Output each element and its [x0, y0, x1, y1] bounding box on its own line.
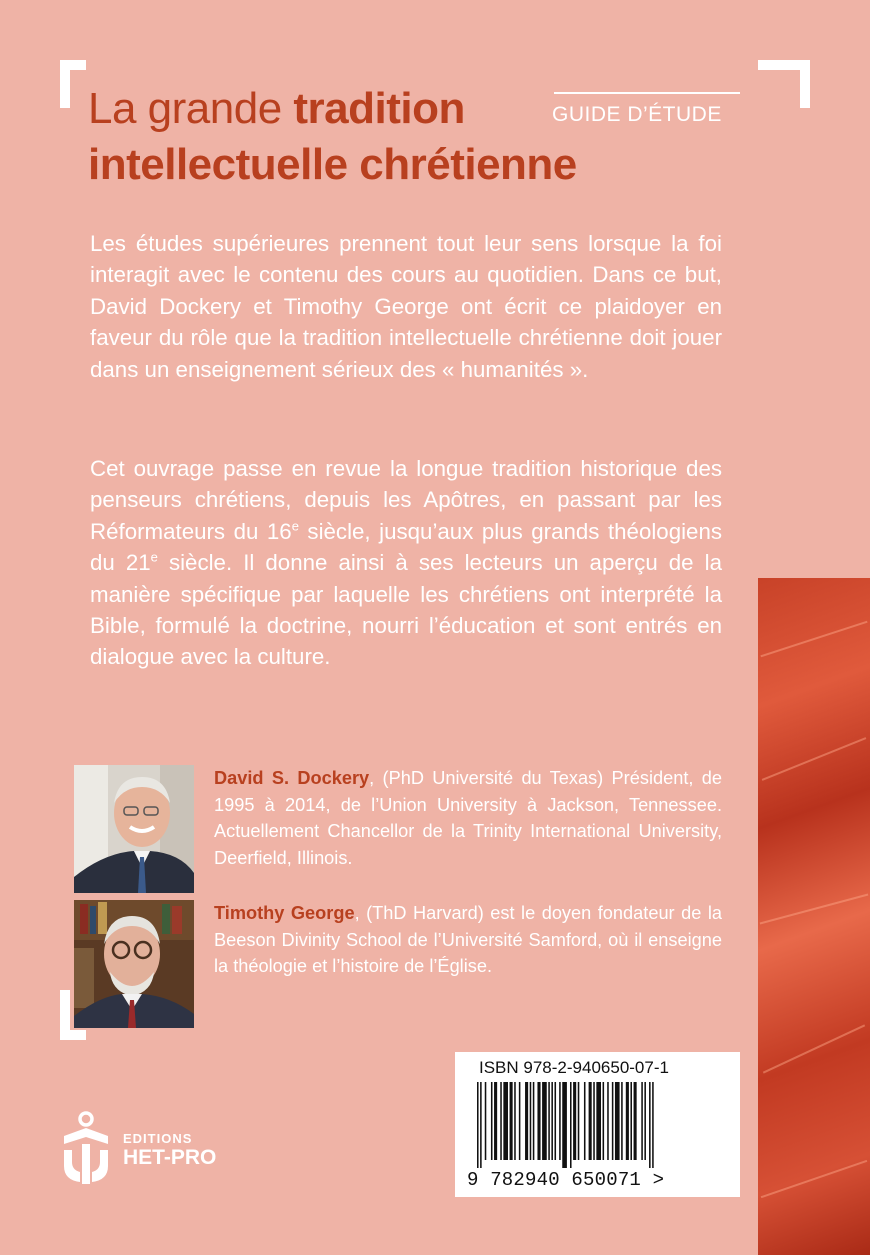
author-bio-dockery: David S. Dockery, (PhD Université du Texas) Président, de 1995 à 2014, de l’Union University à Jackson, Tennessee. Actuellement Chancellor de la Trinity International University, Deerfield, Illinois. — [214, 768, 722, 868]
description-paragraph-1: Les études supérieures prennent tout leur sens lorsque la foi interagit avec le contenu des cours au quotidien. Dans ce but, David Dockery et Timothy George ont écrit ce plaidoyer en faveur du rôle que la tradition intellectuelle chrétienne doit jouer dans un enseignement sérieux des « humanités ». — [90, 231, 722, 382]
red-decorative-band — [758, 578, 870, 1255]
corner-top-right-v — [800, 60, 810, 108]
barcode-bars — [477, 1082, 717, 1168]
guide-label: GUIDE D’ÉTUDE — [552, 103, 722, 126]
publisher-line-2: HET-PRO — [123, 1146, 217, 1169]
corner-bottom-left-v — [60, 990, 70, 1040]
barcode-digits: 9 782940 650071 > — [467, 1169, 665, 1191]
guide-divider — [554, 92, 740, 94]
description-paragraph-2: Cet ouvrage passe en revue la longue tradition historique des penseurs chrétiens, depuis les Apôtres, en passant par les Réformateurs du 16e siècle, jusqu’aux plus grands théologiens du 21e siècle. Il donne ainsi à ses lecteurs un aperçu de la manière spécifique par laquelle les chrétiens ont interprété la Bible, formulé la doctrine, nourri l’éducation et sont entrés en dialogue avec la culture. — [90, 456, 722, 670]
isbn-barcode-box — [455, 1052, 740, 1197]
author-name-george: Timothy George — [214, 903, 355, 923]
corner-top-left-v — [60, 60, 70, 108]
author-photo-george — [74, 900, 194, 1028]
title-line-1: La grande tradition — [88, 84, 465, 133]
isbn-label: ISBN 978-2-940650-07-1 — [479, 1058, 669, 1077]
publisher-line-1: EDITIONS — [123, 1131, 193, 1146]
author-photo-dockery — [74, 765, 194, 893]
author-bio-george: Timothy George, (ThD Harvard) est le doyen fondateur de la Beeson Divinity School de l’Université Samford, où il enseigne la théologie et l’histoire de l’Église. — [214, 903, 722, 976]
author-name-dockery: David S. Dockery — [214, 768, 370, 788]
title-line-2: intellectuelle chrétienne — [88, 140, 577, 189]
het-pro-logo-icon — [60, 1110, 112, 1188]
publisher-logo — [60, 1110, 112, 1193]
